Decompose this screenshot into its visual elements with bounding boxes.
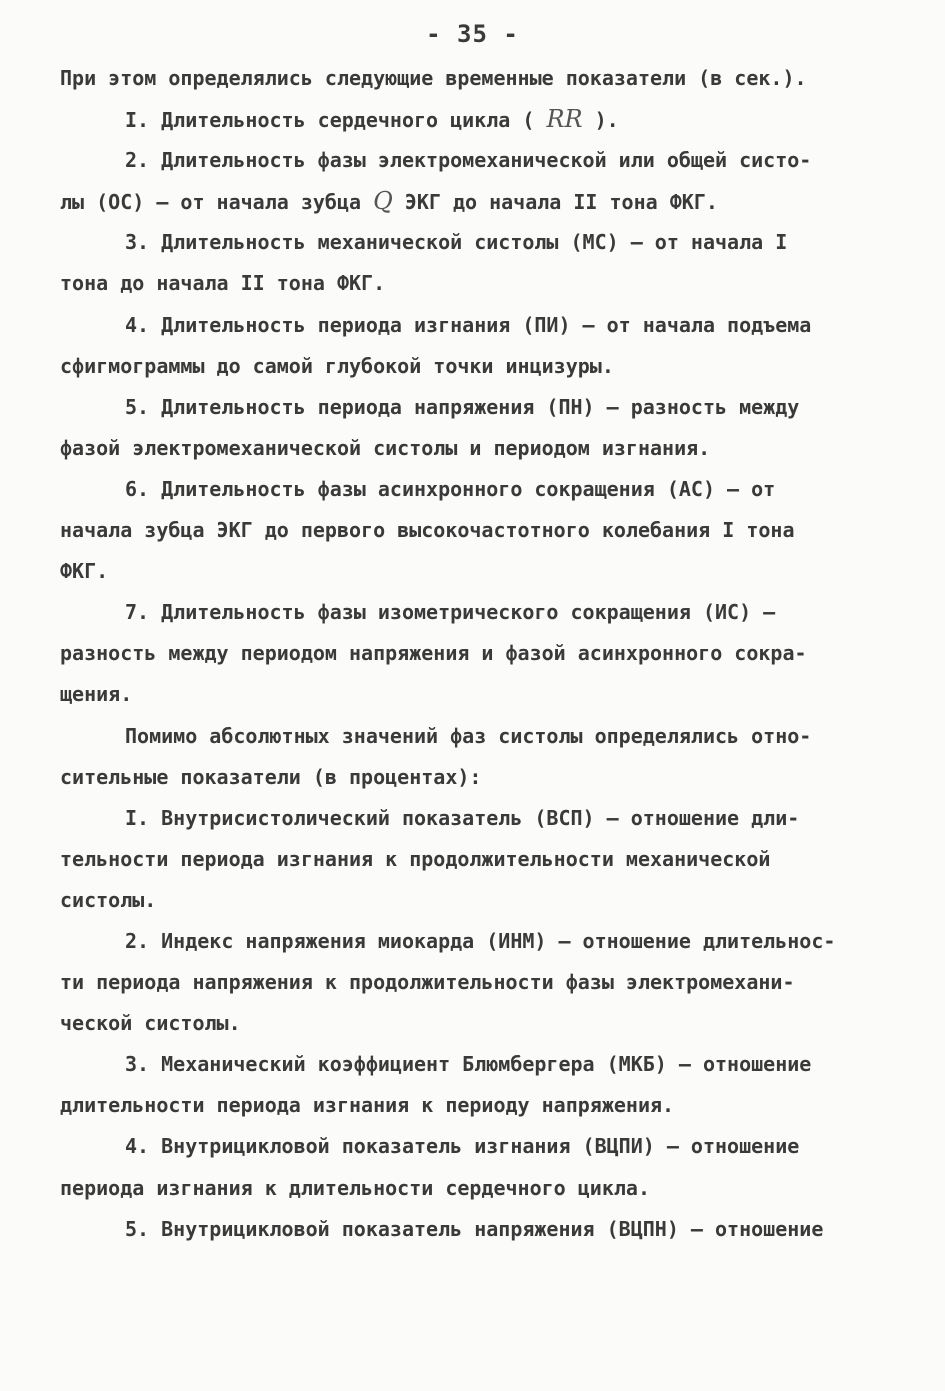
text-line: 2. Длительность фазы электромеханической или общей систо- [125,148,812,173]
text-line: ческой систолы. [60,1011,241,1036]
text-line: 3. Длительность механической систолы (МС) – от начала I [125,230,788,255]
text-line: сительные показатели (в процентах): [60,764,482,789]
text-line: систолы. [60,887,157,912]
body-text [60,58,885,1250]
text-line: 3. Механический коэффициент Блюмбергера (МКБ) – отношение [125,1052,812,1077]
text-line: 4. Длительность периода изгнания (ПИ) – от начала подъема [125,312,812,337]
text-line: Помимо абсолютных значений фаз систолы определялись отно- [125,723,812,748]
text-line: сфигмограммы до самой глубокой точки инцизуры. [60,353,614,378]
text-line: 2. Индекс напряжения миокарда (ИНМ) – отношение длительнос- [125,928,836,953]
text-line: разность между периодом напряжения и фазой асинхронного сокра- [60,641,807,666]
text-line: ти периода напряжения к продолжительности фазы электромехани- [60,970,795,995]
text-line: фазой электромеханической систолы и периодом изгнания. [60,435,711,460]
text-line: 4. Внутрицикловой показатель изгнания (ВЦПИ) – отношение [125,1134,800,1159]
text-line: При этом определялись следующие временные показатели (в сек.). [60,66,807,90]
text-line: периода изгнания к длительности сердечного цикла. [60,1175,651,1200]
text-line: тона до начала II тона ФКГ. [60,271,386,296]
text-line: 7. Длительность фазы изометрического сокращения (ИС) – [125,600,776,625]
text-line: I. Длительность сердечного цикла ( RR ). [125,105,619,134]
text-line: тельности периода изгнания к продолжительности механической [60,846,771,871]
text-line: 6. Длительность фазы асинхронного сокращения (АС) – от [125,476,776,501]
handwritten-annotation: Q [373,187,393,216]
text-line: щения. [60,682,133,707]
text-line: 5. Внутрицикловой показатель напряжения (ВЦПН) – отношение [125,1216,824,1241]
text-line: 5. Длительность периода напряжения (ПН) – разность между [125,394,800,419]
page-number: - 35 - [426,20,519,48]
text-line: I. Внутрисистолический показатель (ВСП) – отношение дли- [125,805,800,830]
handwritten-annotation: RR [546,105,583,134]
text-line: длительности периода изгнания к периоду напряжения. [60,1093,675,1118]
text-line: лы (ОС) – от начала зубца Q ЭКГ до начала II тона ФКГ. [60,187,718,216]
text-line: начала зубца ЭКГ до первого высокочастотного колебания I тона [60,518,795,543]
text-line: ФКГ. [60,559,109,584]
